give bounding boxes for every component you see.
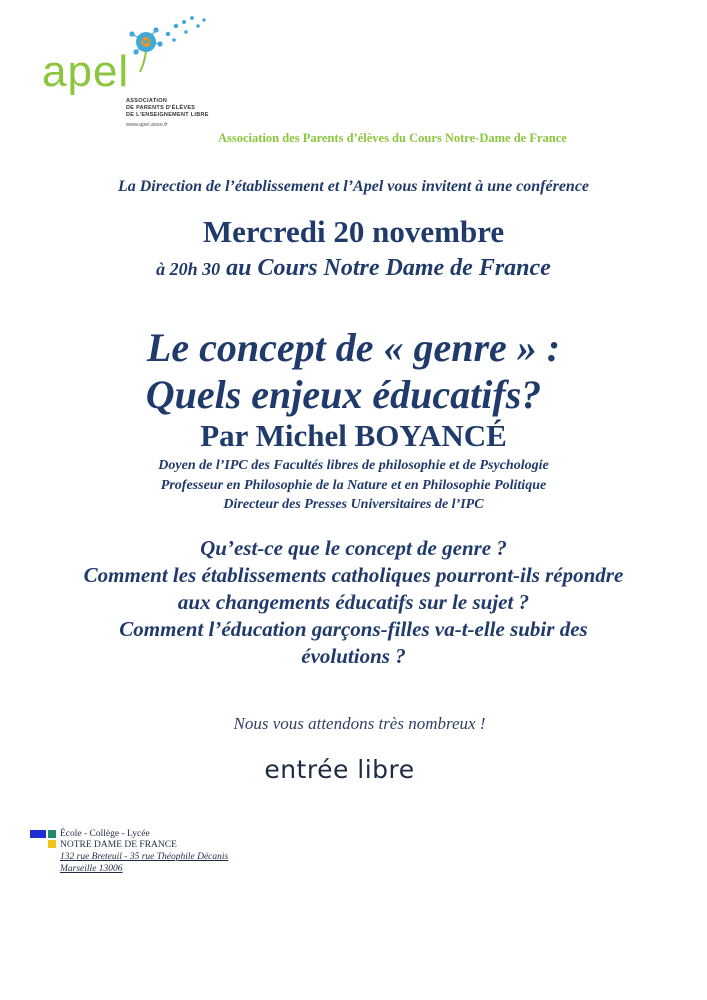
school-info — [30, 828, 290, 888]
logo-subtitle-line: ASSOCIATION — [126, 98, 168, 104]
invitation-line: La Direction de l’établissement et l’Apel vous invitent à une conférence — [117, 178, 590, 195]
speaker-name: Par Michel BOYANCÉ — [200, 418, 507, 453]
question-line: Comment les établissements catholiques pourront-ils répondre — [83, 563, 624, 587]
event-date: Mercredi 20 novembre — [202, 214, 505, 249]
school-city: Marseille 13006 — [60, 864, 123, 874]
speaker-credential: Directeur des Presses Universitaires de l’IPC — [223, 497, 484, 512]
logo-subtitle-line: DE L'ENSEIGNEMENT LIBRE — [126, 112, 209, 118]
apel-wordmark: apel — [42, 47, 130, 96]
apel-logo — [36, 12, 216, 137]
question-line: Comment l’éducation garçons-filles va-t-elle subir des — [119, 617, 588, 641]
school-logo-square-icon — [48, 840, 56, 848]
association-name: Association des Parents d’élèves du Cours Notre-Dame de France — [218, 131, 567, 145]
conference-title-line-2: Quels enjeux éducatifs? — [145, 372, 542, 417]
question-line: Qu’est-ce que le concept de genre ? — [200, 536, 507, 560]
school-logo-square-icon — [30, 830, 46, 838]
speaker-credential: Doyen de l’IPC des Facultés libres de philosophie et de Psychologie — [158, 458, 549, 473]
logo-subtitle-line: DE PARENTS D'ÉLÈVES — [126, 105, 196, 111]
school-logo-square-icon — [48, 830, 56, 838]
school-name: NOTRE DAME DE FRANCE — [60, 840, 177, 850]
event-place: au Cours Notre Dame de France — [226, 255, 551, 281]
speaker-credential: Professeur en Philosophie de la Nature et en Philosophie Politique — [160, 478, 547, 493]
event-time-place — [0, 255, 707, 282]
school-address: 132 rue Breteuil - 35 rue Théophile Décanis — [60, 852, 229, 862]
closing-line: Nous vous attendons très nombreux ! — [233, 714, 486, 733]
school-level: École - Collège - Lycée — [60, 829, 150, 839]
logo-url: www.apel.asso.fr — [126, 122, 168, 128]
entry-free: entrée libre — [264, 755, 415, 784]
question-line: évolutions ? — [301, 644, 406, 668]
event-time: à 20h 30 — [156, 259, 221, 279]
question-line: aux changements éducatifs sur le sujet ? — [177, 590, 530, 614]
conference-title-line-1: Le concept de « genre » : — [146, 325, 561, 370]
